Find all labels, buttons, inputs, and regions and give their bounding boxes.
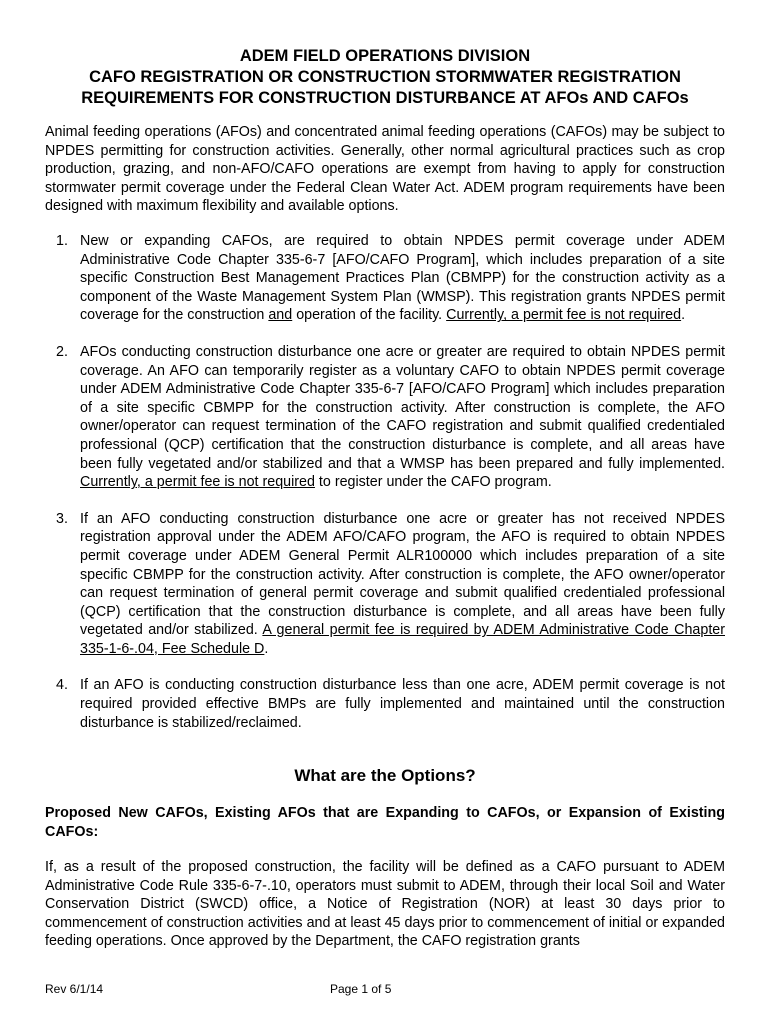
underlined-text: Currently, a permit fee is not required xyxy=(80,474,315,491)
list-number: 1. xyxy=(56,233,68,249)
item-text: If an AFO conducting construction disturbance one acre or greater has not received NPDES registration approval under the ADEM AFO/CAFO program, the AFO is required to obtain NPDES permit coverage under ADEM General Permit ALR100000 which includes preparation of a site specific CBMPP for the construction activity. After construction is complete, the AFO owner/operator can request termination of general permit coverage and submit qualified credentialed professional (QCP) certification that the construction disturbance is complete, and all areas have been fully vegetated and/or stabilized. xyxy=(80,510,725,639)
item-text: New or expanding CAFOs, are required to obtain NPDES permit coverage under ADEM Administrative Code Chapter 335-6-7 [AFO/CAFO Program], which includes preparation of a site specific Construction Best Management Practices Plan (CBMPP) for the construction activity as a component of the Waste Management System Plan (WMSP). This registration grants NPDES permit coverage for the construction xyxy=(80,233,725,324)
item-text: If an AFO is conducting construction disturbance less than one acre, ADEM permit coverage is not required provided effective BMPs are fully implemented and maintained until the construction disturbance is stabilized/reclaimed. xyxy=(80,677,725,731)
title-line-2: CAFO REGISTRATION OR CONSTRUCTION STORMWATER REGISTRATION xyxy=(89,68,681,86)
options-heading: What are the Options? xyxy=(294,766,476,785)
list-item xyxy=(45,232,725,325)
requirements-list xyxy=(45,232,725,732)
list-item xyxy=(45,676,725,732)
underlined-text: and xyxy=(268,307,293,324)
item-text: AFOs conducting construction disturbance one acre or greater are required to obtain NPDES permit coverage. An AFO can temporarily register as a voluntary CAFO to obtain NPDES permit coverage under ADEM Administrative Code Chapter 335-6-7 [AFO/CAFO Program] which includes preparation of a site specific CBMPP for the construction activity. After construction is complete, the AFO owner/operator can request termination of the CAFO registration and submit qualified credentialed professional (QCP) certification that the construction disturbance is complete, and all areas have been fully vegetated and/or stabilized and that a WMSP has been prepared and fully implemented. xyxy=(80,343,725,472)
body-paragraph: If, as a result of the proposed construction, the facility will be defined as a CAFO pursuant to ADEM Administrative Code Rule 335-6-7-.10, operators must submit to ADEM, through their local Soil and Water Conservation District (SWCD) office, a Notice of Registration (NOR) at least 30 days prior to commencement of construction activities and at least 45 days prior to commencement of initial or expanded feeding operations. Once approved by the Department, the CAFO registration grants xyxy=(45,859,725,950)
underlined-text: Currently, a permit fee is not required xyxy=(446,307,682,324)
section-subheading: Proposed New CAFOs, Existing AFOs that are Expanding to CAFOs, or Expansion of Existing CAFOs: xyxy=(45,805,725,840)
list-item xyxy=(45,510,725,659)
title-line-3: REQUIREMENTS FOR CONSTRUCTION DISTURBANCE AT AFOs AND CAFOs xyxy=(81,89,689,107)
page-number: Page 1 of 5 xyxy=(330,982,392,996)
list-item xyxy=(45,343,725,492)
list-number: 3. xyxy=(56,510,68,527)
underlined-text: A general permit fee is required by ADEM Administrative Code Chapter 335-1-6-.04, Fee Schedule D xyxy=(80,622,725,657)
title-line-1: ADEM FIELD OPERATIONS DIVISION xyxy=(239,47,531,65)
item-text: operation of the facility. xyxy=(292,307,447,324)
item-text: to register under the CAFO program. xyxy=(314,474,552,491)
document-title xyxy=(40,46,730,109)
list-number: 4. xyxy=(56,677,68,694)
list-number: 2. xyxy=(56,343,68,360)
intro-paragraph: Animal feeding operations (AFOs) and concentrated animal feeding operations (CAFOs) may be subject to NPDES permitting for construction activities. Generally, other normal agricultural practices such as crop production, grazing, and non-AFO/CAFO operations are exempt from having to apply for construction stormwater permit coverage under the Federal Clean Water Act. ADEM program requirements have been designed with maximum flexibility and available options. xyxy=(45,124,725,215)
item-text: . xyxy=(681,307,686,324)
revision-label: Rev 6/1/14 xyxy=(45,982,104,996)
item-text: . xyxy=(264,640,269,657)
